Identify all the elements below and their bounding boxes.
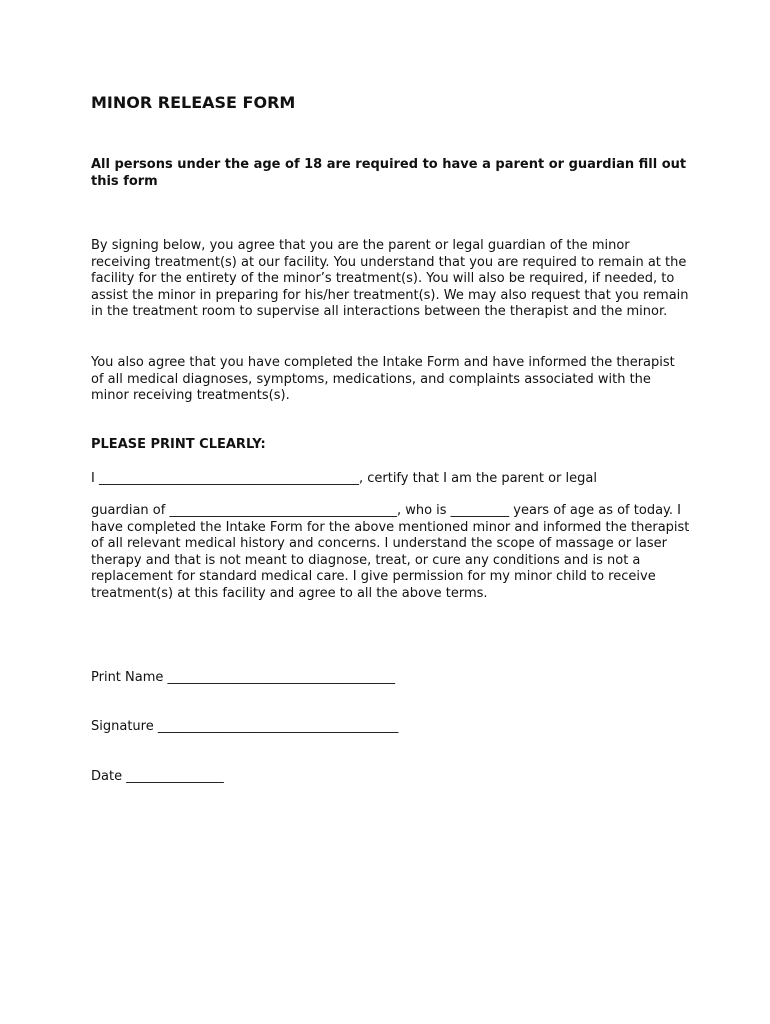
form-title: MINOR RELEASE FORM: [91, 93, 296, 112]
guardian-agreement-paragraph: By signing below, you agree that you are the parent or legal guardian of the minor receiving treatment(s) at our facility. You understand that you are required to remain at the facility for the entirety of the minor’s treatment(s). You will also be required, if needed, to assist the minor in preparing for his/her treatment(s). We may also request that you remain in the treatment room to supervise all interactions between the therapist and the minor.: [91, 238, 689, 320]
guardian-certify-field[interactable]: I ________________________________________, certify that I am the parent or legal: [91, 471, 597, 486]
form-subtitle: All persons under the age of 18 are required to have a parent or guardian fill out this form: [91, 157, 687, 189]
guardian-consent-paragraph: guardian of ___________________________________, who is _________ years of age as of today. I have completed the Intake Form for the above mentioned minor and informed the therapist of all relevant medical history and concerns. I understand the scope of massage or laser therapy and that is not meant to diagnose, treat, or cure any conditions and is not a replacement for standard medical care. I give permission for my minor child to receive treatment(s) at this facility and agree to all the above terms.: [91, 503, 690, 601]
print-clearly-heading: PLEASE PRINT CLEARLY:: [91, 437, 266, 452]
date-field[interactable]: Date _______________: [91, 769, 224, 784]
print-name-field[interactable]: Print Name ___________________________________: [91, 670, 396, 685]
signature-field[interactable]: Signature _____________________________________: [91, 719, 399, 734]
intake-agreement-paragraph: You also agree that you have completed the Intake Form and have informed the therapist of all medical diagnoses, symptoms, medications, and complaints associated with the minor receiving treatments(s).: [91, 355, 675, 404]
